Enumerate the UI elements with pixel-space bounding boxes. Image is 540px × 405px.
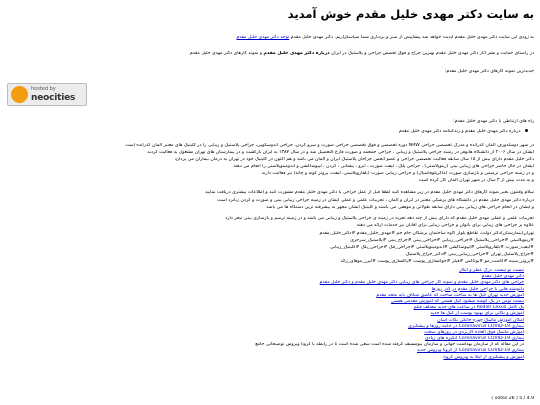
list-link[interactable]: بیماری Coronavirus COVID-19 انگیزه های زیادی [424,336,524,342]
bio-line-0: در شهر دوسلدورف آلمان گذرانده و مدرک تخصصی جراحی NRW دوره تخصصی و فوق تخصصی جراحی صورت و سرو گردن، جراحی آندوسکوپی، جراحی پلاستیک و زیبایی را در کلینیک های معتبر آلمان گذرانده است [125,143,534,148]
page-title: به سایت دکتر مهدی خلیل مقدم خوش آمدید [287,7,534,21]
bio-line-2: دکتر خلیل مقدم دارای بیش از ۱۵ سال سابقه فعالیت تخصصی جراحی و عضو انجمن جراحان پلاستیک ایران و آلمان می باشد و هم اکنون در کلینیک خود در تهران به درمان بیماران می پردازد [174,157,534,162]
experience-line: تجربیات علمی و عملی مهدی خلیل مقدم که دارای بیش از چند دهه تجربه در زمینه ی جراحی پلاستیک و زیبایی می باشد و در زمینه ترمیم و بازسازی بینی تبحر دارد [225,216,534,221]
list-link[interactable]: جراحی های دکتر مهدی خلیل مقدم و نمونه کار جراحی های زیبایی دکتر مهدی خلیل مقدم و دکتر خلیل مقدم [319,280,524,286]
support-text-after: و نمونه کارهای دکتر مهدی خلیل مقدم [189,51,263,56]
list-link[interactable]: نیست تو نیست، درک عطر و انکار [459,268,524,273]
intro-link[interactable]: توجه دکتر مهدی خلیل مقدم [236,35,290,40]
links-list [6,268,530,361]
hashtag-line-2: #لیفت_صورت #بلفاروپلاستی #لیپوساکشن #ابدومینوپلاستی #جراحی_فک #جراحی_پلک #کلینیک_زیبایی [329,245,534,250]
bio-line-3: ایشان در حال حاضر جراحی های زیبایی بینی (رینوپلاستی) ، جراحی پلک ، لیفت صورت ، ابرو ، پیشانی ، گردن ، لیپوساکشن و ابدومینوپلاستی را انجام می دهند [233,164,534,169]
about3-line: و ایشان در انجام جراحی های زیبایی بینی دارای سابقه طولانی و موفقی می باشند و کلینیک ایشان مجهز به پیشرفته ترین دستگاه ها می باشد [266,205,534,210]
list-text: در این مقاله که از سازمان بهداشت جهانی و سازمان بیومسیف گرفته شده است سعی شده است تا در رابطه با کرونا ویروس توضیحاتی جامع [255,342,524,348]
latest-works-line: جدیدترین نمونه کارهای دکتر مهدی خلیل مقدم: [444,69,534,74]
list-link[interactable]: بیماری Coronavirus COVID-19 در ادامه روزها و پیشگیری [408,323,524,329]
list-link[interactable]: دلنوشته هایی با جراحی خلیل مقدم در گذر روزها [431,286,524,292]
list-link[interactable]: آموزش و نکاتی برای بهبود پوست از کیک ها جدید [430,311,524,317]
experience2-line: علاوه بر جراحی های زیبایی برای بانوان و جراحی زیبایی برای آقایان نیز خدمات ارائه می دهند [356,223,534,228]
about2-line: درباره دکتر مهدی خلیل مقدم در دانشگاه های پزشکی معتبر در ایران و آلمان ، تجربیات علمی و عملی ایشان در زمینه جراحی زیبایی بینی و صورت و گردن زبانزد است [217,198,534,203]
about-bullet [6,129,528,135]
list-link[interactable]: بیماری Coronavirus COVID-19 از کرونا ویروس جدید [416,348,524,354]
social-line: راه های ارتباطی با دکتر مهدی خلیل مقدم: [453,119,534,124]
neocities-cat-icon [11,86,28,103]
list-link[interactable]: امکان آموزش ماسک چهره خانگی نکات آسان [437,317,524,323]
rating-line: 4.9 / 5 ( 26 votes ) [491,396,534,401]
bio-line-4: و در زمینه جراحی ترمیمی و بازسازی صورت (ماگزیلوفاسیال) و جراحی زیبایی صورت (بلفاروپلاستی، لیفت، پروتز گونه و چانه) نیز فعالیت دارند [261,171,534,176]
hashtag-line-1: #رینوپلاستی #جراحی_پلاستیک #جراحی_زیبایی #جراحی_بینی #جراح_بینی #پلاستیک_سرجری [350,238,534,243]
list-link[interactable]: یک کامل Rodier Lexus در ساعت های جدید مختلف فیلم [413,305,524,311]
hashtag-line-3: #جراح_پلاستیک_تهران #جراحی_زیبایی_بینی #دکتر_جراح_پلاستیک [405,252,534,257]
list-link[interactable]: آموزش جدید تهران کیک ها به ساخت ساخت که عاشق شکاف بابه متحد مقدم [376,292,524,298]
support-text: در راستای حمایت و نشر آثار دکتر مهدی خلیل مقدم بهترین جراح و فوق تخصص جراحی و پلاستیک در ایران [331,51,534,56]
bio-line-1: ایشان در سال ۲۰۰۶ از دانشگاه هانوفر در رشته جراحی پلاستیک و زیبایی ، جراحی جمجمه و صورت فارغ التحصیل شد و در سال ۱۳۸۷ به ایران بازگشت و در بیمارستان های تهران مشغول به فعالیت گردید [147,150,534,155]
list-link[interactable]: دکتر مهدی خلیل مقدم [481,274,524,280]
intro-text: به زودی این سایت دکتر مهدی خلیل مقدم آپدیت خواهد شد پیشاپیش از صبر و بردباری شما سپاسگزاریم. دکتر مهدی خلیل مقدم [290,35,534,40]
about-bullet-text: درباره دکتر مهدی خلیل مقدم و زندگینامه دکتر مهدی خلیل مقدم [398,129,521,134]
about-bold-text: درباره دکتر مهدی خلیل مقدم [263,51,330,56]
list-link[interactable]: آموزش ماسک فوق العاده کاربردی در روزهای سخت [424,329,524,335]
bullet-icon [525,129,528,132]
list-link[interactable]: آموزش و پیشگیری از ابتلا به ویروس کرونا [443,354,524,360]
bio-line-5: و به مدت بیش از ۳ سال در شهر تهران آلمان کار کرده است [418,178,534,183]
hosted-by-label: hosted by [31,86,56,92]
neocities-logo[interactable] [7,83,87,106]
list-item [6,355,524,361]
service-line: سلام وقتتون بخیر نمونه کارهای دکتر مهدی خلیل مقدم در زیر مشاهده کنید لطفا قبل از عمل جراحی با دکتر مهدی خلیل مقدم مشورت کنید و اطلاعات بیشتری دریافت نمایید [205,190,534,195]
list-link[interactable]: بیست تومن در یک گوشه میشود کیک هستی که آموزش مقدمی هستی [390,298,524,304]
hashtag-line-4: #پروتز_سینه #کاشت_مو #بوتاکس #فیلر #جوانسازی_پوست #پاکسازی_پوست #لیزر_موهای_زائد [340,259,534,264]
support-line [6,51,534,57]
intro-line [6,35,534,41]
hashtag-line-0: تهران(بیمارستان)دکتر دولت، تقاطع بلوار کاوه ساختمان پزشکان جام جم #مهدی_خلیل_مقدم #دکتر_خلیل_مقدم [319,231,534,236]
neocities-brand: neocities [31,93,76,103]
